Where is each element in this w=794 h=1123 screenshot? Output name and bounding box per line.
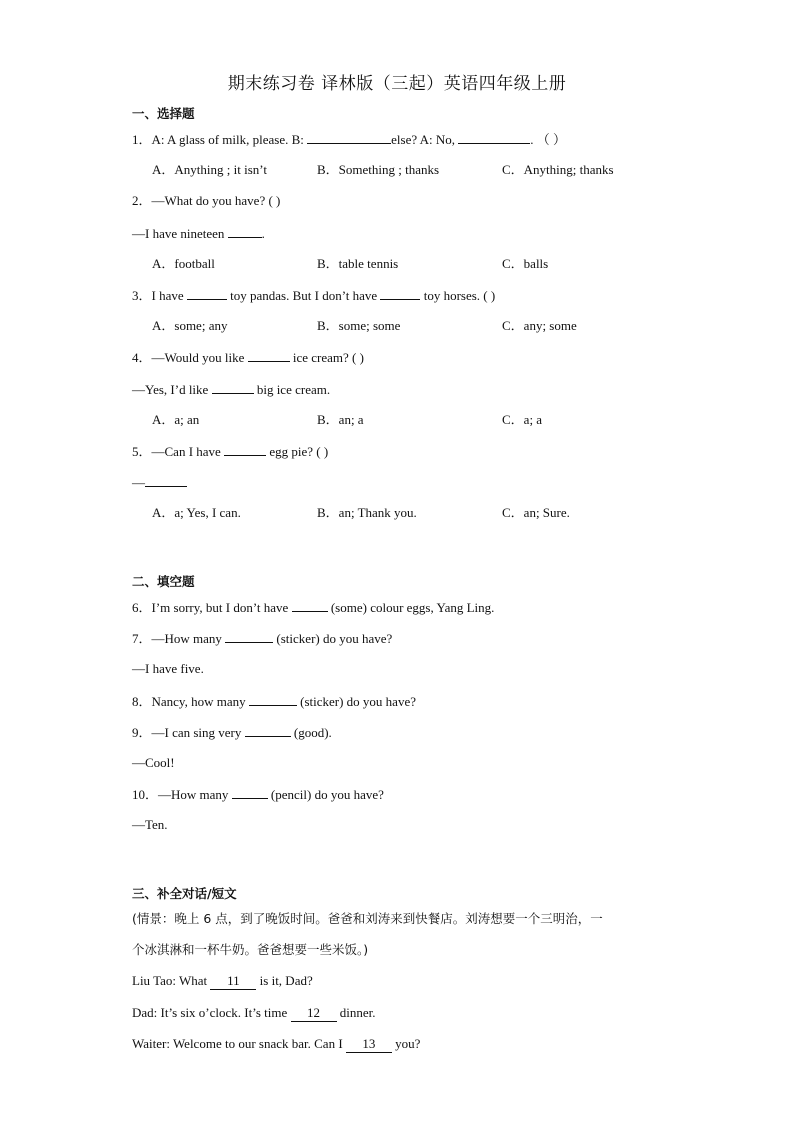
dialogue-11-text-b: is it, Dad?	[256, 973, 313, 988]
q10-text-b: (pencil) do you have?	[267, 787, 384, 802]
q1-text-b: else? A: No,	[391, 132, 459, 147]
dialogue-13-text-b: you?	[391, 1036, 421, 1051]
q9-blank[interactable]	[245, 724, 291, 737]
question-4-answer-line	[132, 381, 330, 398]
question-7-answer-line: —I have five.	[132, 661, 204, 676]
question-10-answer-line: —Ten.	[132, 817, 168, 832]
q1-option-c[interactable]: C．Anything; thanks	[502, 162, 614, 177]
question-4	[132, 349, 364, 366]
q9-text-a: 9．—I can sing very	[132, 725, 245, 740]
section-heading-choice: 一、选择题	[132, 106, 195, 121]
q3-text-c: toy horses. ( )	[420, 288, 496, 303]
question-9	[132, 724, 332, 741]
question-1	[132, 131, 566, 148]
dialogue-blank-12[interactable]: 12	[291, 1005, 337, 1022]
q4-text-d: big ice cream.	[253, 382, 331, 397]
dialogue-12-text-a: Dad: It’s six o’clock. It’s time	[132, 1005, 291, 1020]
q7-blank[interactable]	[225, 630, 273, 643]
q8-text-b: (sticker) do you have?	[296, 694, 416, 709]
q4-blank-2[interactable]	[212, 381, 254, 394]
q6-text-b: (some) colour eggs, Yang Ling.	[327, 600, 495, 615]
q4-text-a: 4．—Would you like	[132, 350, 248, 365]
dialogue-line-11	[132, 973, 313, 990]
question-10	[132, 786, 384, 803]
q3-text-a: 3．I have	[132, 288, 187, 303]
q5-text-b: egg pie? ( )	[266, 444, 329, 459]
q5-blank-2[interactable]	[145, 474, 187, 487]
question-3	[132, 287, 495, 304]
section-heading-dialogue: 三、补全对话/短文	[132, 886, 237, 901]
question-9-answer-line: —Cool!	[132, 755, 175, 770]
q8-text-a: 8．Nancy, how many	[132, 694, 249, 709]
question-2: 2．—What do you have? ( )	[132, 193, 281, 208]
dialogue-11-text-a: Liu Tao: What	[132, 973, 211, 988]
q2-text-a: —I have nineteen	[132, 226, 228, 241]
q5-text-a: 5．—Can I have	[132, 444, 225, 459]
q4-text-c: —Yes, I’d like	[132, 382, 212, 397]
q1-option-a[interactable]: A．Anything ; it isn’t	[152, 162, 267, 177]
q5-option-a[interactable]: A．a; Yes, I can.	[152, 505, 241, 520]
question-5	[132, 443, 328, 460]
q2-blank[interactable]	[228, 225, 262, 238]
q4-option-a[interactable]: A．a; an	[152, 412, 200, 427]
q9-text-b: (good).	[290, 725, 332, 740]
q7-text-a: 7．—How many	[132, 631, 226, 646]
dialogue-context-line-1: (情景：晚上 6 点，到了晚饭时间。爸爸和刘涛来到快餐店。刘涛想要一个三明治，一	[132, 911, 603, 926]
q1-text-a: 1．A: A glass of milk, please. B:	[132, 132, 308, 147]
section-heading-fill: 二、填空题	[132, 574, 195, 589]
q10-text-a: 10．—How many	[132, 787, 232, 802]
dialogue-line-13	[132, 1036, 420, 1053]
q2-option-c[interactable]: C．balls	[502, 256, 549, 271]
question-5-answer-line	[132, 474, 187, 491]
q2-option-b[interactable]: B．table tennis	[317, 256, 399, 271]
q4-blank-1[interactable]	[248, 349, 290, 362]
q1-blank-2[interactable]	[458, 131, 530, 144]
dialogue-line-12	[132, 1005, 376, 1022]
q1-option-b[interactable]: B．Something ; thanks	[317, 162, 440, 177]
q3-option-a[interactable]: A．some; any	[152, 318, 228, 333]
question-8	[132, 693, 416, 710]
q3-text-b: toy pandas. But I don’t have	[226, 288, 381, 303]
dialogue-blank-11[interactable]: 11	[210, 973, 256, 990]
q3-option-c[interactable]: C．any; some	[502, 318, 577, 333]
q4-option-c[interactable]: C．a; a	[502, 412, 543, 427]
q1-text-c: . （ ）	[530, 132, 567, 147]
dialogue-12-text-b: dinner.	[336, 1005, 376, 1020]
q2-text-b: .	[261, 226, 265, 241]
q3-blank-2[interactable]	[380, 287, 420, 300]
q4-text-b: ice cream? ( )	[289, 350, 364, 365]
dialogue-13-text-a: Waiter: Welcome to our snack bar. Can I	[132, 1036, 346, 1051]
page-title: 期末练习卷 译林版（三起）英语四年级上册	[227, 74, 567, 94]
q4-option-b[interactable]: B．an; a	[317, 412, 364, 427]
question-7	[132, 630, 392, 647]
q5-option-c[interactable]: C．an; Sure.	[502, 505, 570, 520]
q10-blank[interactable]	[232, 786, 268, 799]
q2-option-a[interactable]: A．football	[152, 256, 215, 271]
q5-option-b[interactable]: B．an; Thank you.	[317, 505, 417, 520]
q7-text-b: (sticker) do you have?	[273, 631, 393, 646]
q8-blank[interactable]	[249, 693, 297, 706]
q5-blank-1[interactable]	[224, 443, 266, 456]
q3-blank-1[interactable]	[187, 287, 227, 300]
dialogue-blank-13[interactable]: 13	[346, 1036, 392, 1053]
dialogue-context-line-2: 个冰淇淋和一杯牛奶。爸爸想要一些米饭。)	[132, 942, 369, 957]
q6-text-a: 6．I’m sorry, but I don’t have	[132, 600, 292, 615]
q3-option-b[interactable]: B．some; some	[317, 318, 401, 333]
q1-blank-1[interactable]	[307, 131, 391, 144]
question-6	[132, 599, 494, 616]
q6-blank[interactable]	[292, 599, 328, 612]
q5-text-c: —	[132, 475, 145, 490]
question-2-answer-line	[132, 225, 265, 242]
